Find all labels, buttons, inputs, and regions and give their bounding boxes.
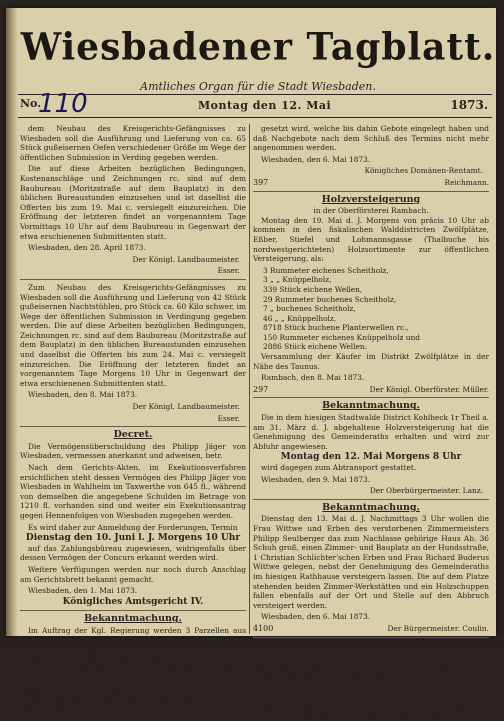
notice-date: Rambach, den 8. Mai 1873. [261,373,365,383]
notice-date: Wiesbaden, den 9. Mai 1873. [261,474,371,484]
newspaper-page [6,8,496,721]
notice-signature: Der Königl. Oberförster. Müller. [369,384,489,394]
notice-text: Die auf diese Arbeiten bezüglichen Bedingungen, Kostenanschläge und Zeichnungen rc. sind auf dem Baubureau (Moritzstraße auf dem Bauplatz) in den üblichen Bureaustunden einzusehen und ist daselbst die Offerten bis zum 19. Mai c. versiegelt einzureichen. Die Eröffnung der letzteren findet an vorgenanntem Tage Vormittags 10 Uhr auf dem Baubureau in Gegenwart der etwa erschienenen Submittenten statt. [20,164,246,241]
table-header: Nro. des Lagerb. Flächengehalt. Ruthen. Schuh. [263,682,445,692]
notice-signature: Königliches Domänen-Rentamt. [364,166,483,176]
notice-text: Zum Neubau des Kreisgerichts-Gefängnisses zu Wiesbaden soll die Ausführung und Lieferung von 42 Stück gußeisernen Nachtstühlen, pro Stück ca. 60 Kilo schwer, im Wege der öffentlichen Submission in Verdingung gegeben werden. Die auf diese Arbeiten bezüglichen Bedingungen, Zeichnungen rc. sind auf dem Baubureau (Moritzstraße auf dem Bauplatz) in den üblichen Bureaustunden einzusehen und daselbst die Offerten bis zum 24. Mai c. versiegelt einzureichen. Die Eröffnung der letzteren findet an vorgenanntem Tage Morgens 10 Uhr in Gegenwart der etwa erschienenen Submittenten statt. [20,282,246,388]
notice-text: Versammlung der Käufer im Distrikt Zwölfplätze in der Nähe des Taunus. [253,352,489,371]
notice-date: Wiesbaden, den 1. Mai 1873. [28,586,138,596]
signature-row [253,385,489,395]
issue-number: 110 [38,89,88,119]
divider [20,426,246,427]
signature-row [253,178,489,188]
notice-text: Im Auftrag der Kgl. Regierung werden 3 Parzellen aus dem Gemeindewald-Platz, haltend von 6 Ruthen 34 Schuh, 7 Ruthen 41 Schuh und 4 Ruthen 50 Schuh, auf der nördlichen Seite der verlängerten Straße verkauft. [20,625,246,664]
notice-date: Wiesbaden, den 6. Mai 1873. [261,154,371,164]
section-subheading: in der Oberförsterei Rambach. [313,206,429,216]
table-row: 1) 8693 11 23 Ein einstöckiges Wohnhaus, eine zweistöckige Scheuer mit Stallung, 1 Remise, 1 Anbau mit Hofraum, belegen am Ecke der Steingasse und [263,692,489,721]
divider [253,499,489,500]
notice-text: Es wird daher zur Anmeldung der Forderungen, Termin [28,522,238,532]
notice-text: Die in dem hiesigen Stadtwalde District Kohlheck 1r Theil a. am 31. März d. J. abgehaltene Holzversteigerung hat die Genehmigung des Gemeinderaths erhalten und wird zur Abfuhr angewiesen. [253,413,489,451]
term-line: Dienstag den 13. Mai l. Js. Morgens 10 Uhr [23,665,243,676]
notice-text: auf das Zahlungsbüreau zugewiesen, widrigenfalls über dessen Vermögen der Concurs erkannt werden wird. [20,543,246,563]
notice-signature: Der Königl. Landbaumeister. [132,402,240,412]
issue-date: Montag den 12. Mai [198,99,332,112]
section-heading: Holzversteigerung [321,193,421,205]
list-item: 7 „ buchenes Scheitholz, [263,304,356,314]
term-line: Montag den 12. Mai Morgens 8 Uhr [280,452,462,463]
notice-text: Nach dem Gerichts-Akten, im Exekutionsverfahren ersichtlichen steht dessen Vermögen des Philipp Jäger von Wiesbaden in Wahlheim im Taxwerthe von 645 fl., während von demselben die angegebene Schulden im Betrage von 1210 fl. vorhanden sind und weiter ein Exekutionsantrag gegen Hennenfolgen von Wiesbaden zugegeben werden. [20,463,246,520]
term-line: Dienstag den 10. Juni l. J. Morgens 10 Uhr [25,533,241,544]
notice-signature-name: Esser. [217,266,240,276]
list-item: 339 Stück eichene Wellen, [263,284,363,294]
notice-number: 297 [253,384,269,394]
divider [20,279,246,280]
list-item: 3 „ „ Knüppelholz, [263,275,332,285]
issue-year: 1873. [450,98,488,112]
list-item: 29 Rummeter buchenes Scheitholz, [263,294,397,304]
list-item: 8718 Stück buchene Planterwellen rc., [263,323,409,333]
notice-number: 397 [253,177,269,187]
notice-text: Dienstag den 13. l. M. Nachmittags 3 Uhr werden in dem Rathhaussaale dahier die zu dem Nachlasse des Friedrich Ernst Liesbrand von hier gehörigen Immobilien, als: [253,652,489,681]
section-heading: Bekanntmachung. [322,501,420,513]
notice-number: 4100 [253,623,274,633]
notice-signature: Der Oberbürgermeister. Lanz. [369,486,483,496]
notice-signature-name: Esser. [217,413,240,423]
divider [253,191,489,192]
list-item: 150 Rummeter eichenes Knüppelholz und [263,332,420,342]
notice-text: Montag den 19. Mai d. J. Morgens von präcis 10 Uhr ab kommen in den fiskalischen Walddistricten Zwölfplätze, Eßber, Stiefel und Lohmannsgasse (Thalbuche bis nordwestgerichteten) Holzsortimente zur öffentlichen Versteigerung, als: [253,215,489,264]
list-item: 3 Rummeter eichenes Scheitholz, [263,265,389,275]
notice-text: Weitere Verfügungen werden nur noch durch Anschlag am Gerichtsbrett bekannt gemacht. [20,564,246,584]
notice-text: Dienstag den 13. Mai d. J. Nachmittags 3 Uhr wollen die Frau Wittwe und Erben des verstorbenen Zimmermeisters Philipp Seulberger das zum Nachlasse gehörige Haus Ab. 36 Schuh groß, einen Zimmer- und Bauplatz an der Hundsstraße, 1 Christian Schlichter'schen Erben und Frau Richard Buderus Wittwe gelegen, nebst der Genehmigung des Gemeinderaths im hiesigen Rathhause versteigern lassen. Die auf dem Platze stehenden beiden Zimmer-Werkstätten und ein Holzschuppen fallen ebenfalls auf der Ort und Stelle auf den Abbruch versteigert werden. [253,514,489,610]
notice-signature-name: Reichmann. [444,177,489,187]
notice-signature: Der Bürgermeister. Coulin. [387,623,489,633]
notice-date: Wiesbaden, den 28. April 1873. [28,243,146,253]
divider [20,610,246,611]
notice-text: Die Vermögensüberschuldung des Philipp Jäger von Wiesbaden, vermessen anerkannt und adweisen, betr. [20,441,246,461]
signature-row [253,624,489,634]
masthead-subtitle: Amtliches Organ für die Stadt Wiesbaden. [140,80,376,93]
notice-text: gesetzt wird, welche bis dahin Gebote eingelegt haben und daß Nachgebote nach dem Schluß des Termins nicht mehr angenommen werden. [253,124,489,153]
notice-date: Wiesbaden, den 6. Mai 1873. [261,612,371,622]
section-heading: Decret. [113,429,153,441]
notice-text: wird dagegen zum Abtransport gestattet. [261,463,417,472]
column-divider [249,124,250,634]
section-heading: Bekanntmachung. [322,639,420,651]
page-gutter [6,8,18,636]
section-heading: Bekanntmachung. [84,613,182,625]
notice-signature: Der Königl. Landbaumeister. [132,254,240,264]
notice-text: dem Neubau des Kreisgerichts-Gefängnisses zu Wiesbaden soll die Ausführung und Lieferung von ca. 65 Stück gußeisernen Oefen verschiedener Größe im Wege der öffentlichen Submission in Verding gegeben werden. [20,124,246,162]
dateline [18,89,492,119]
masthead-title: Wiesbadener Tagblatt. [20,24,496,70]
court-name: Königliches Amtsgericht IV. [62,596,204,607]
divider [253,637,489,638]
section-heading: Bekanntmachung. [322,400,420,412]
notice-date: Wiesbaden, den 8. Mai 1873. [28,390,138,400]
list-item: 2886 Stück eichene Wellen. [263,342,367,352]
left-column [20,124,246,714]
notice-text: auf dem Rathhause in Wiesbaden öffentlich versteigert. Bemerkt wird hierzu, daß um 12 Uhr neue Bieter nicht mehr zugelassen werden und die Versteigerung nur noch unter Denen fort- [20,675,246,714]
divider [253,397,489,398]
list-item: 46 „ „ Knüppelholz, [263,313,337,323]
issue-no-label: No. [20,97,42,110]
right-column [253,124,489,721]
